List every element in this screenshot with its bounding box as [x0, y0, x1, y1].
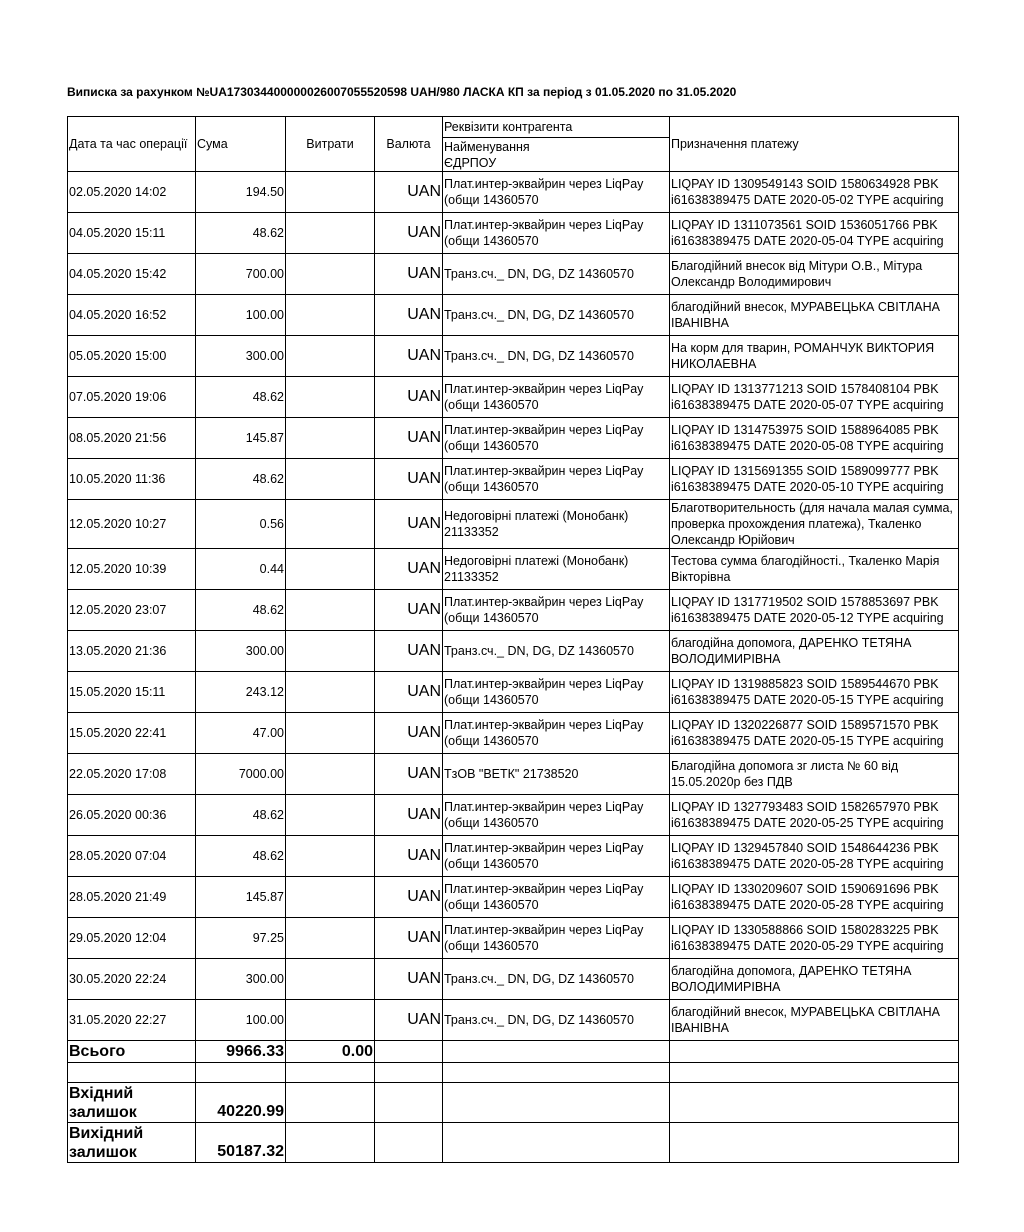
cell-date: 10.05.2020 11:36	[68, 459, 196, 500]
totals-row	[68, 1041, 959, 1063]
cell-amount: 0.56	[196, 500, 286, 549]
cell-expense	[286, 549, 375, 590]
cell-amount: 300.00	[196, 959, 286, 1000]
cell-date: 07.05.2020 19:06	[68, 377, 196, 418]
cell-counterparty: Плат.интер-эквайрин через LiqPay (общи 14360570	[443, 836, 670, 877]
cell-purpose: Благодійний внесок від Мітури О.В., Мітура Олександр Володимирович	[670, 254, 959, 295]
header-expense: Витрати	[286, 117, 375, 172]
table-row	[68, 959, 959, 1000]
cell-date: 31.05.2020 22:27	[68, 1000, 196, 1041]
cell-amount: 145.87	[196, 418, 286, 459]
table-row	[68, 172, 959, 213]
table-row	[68, 254, 959, 295]
empty-cell	[670, 1123, 959, 1163]
cell-purpose: LIQPAY ID 1319885823 SOID 1589544670 PBK i61638389475 DATE 2020-05-15 TYPE acquiring	[670, 672, 959, 713]
closing-balance-label: Вихідний залишок	[68, 1123, 196, 1163]
header-amount: Сума	[196, 117, 286, 172]
cell-currency: UAN	[375, 418, 443, 459]
cell-date: 08.05.2020 21:56	[68, 418, 196, 459]
opening-balance-row	[68, 1083, 959, 1123]
cell-date: 02.05.2020 14:02	[68, 172, 196, 213]
cell-date: 28.05.2020 07:04	[68, 836, 196, 877]
table-row	[68, 549, 959, 590]
cell-counterparty: Транз.сч._ DN, DG, DZ 14360570	[443, 959, 670, 1000]
empty-cell	[443, 1041, 670, 1063]
cell-currency: UAN	[375, 295, 443, 336]
header-counterparty: Реквізити контрагента	[443, 117, 670, 138]
statement-title: Виписка за рахунком №UA173034400000026007055520598 UAH/980 ЛАСКА КП за період з 01.05.2020 по 31.05.2020	[67, 85, 737, 99]
empty-cell	[375, 1041, 443, 1063]
cell-purpose: Благодійна допомога зг листа № 60 від 15.05.2020р без ПДВ	[670, 754, 959, 795]
header-name: Найменування	[444, 139, 530, 154]
cell-expense	[286, 713, 375, 754]
cell-currency: UAN	[375, 172, 443, 213]
cell-purpose: LIQPAY ID 1327793483 SOID 1582657970 PBK i61638389475 DATE 2020-05-25 TYPE acquiring	[670, 795, 959, 836]
cell-date: 04.05.2020 16:52	[68, 295, 196, 336]
cell-purpose: LIQPAY ID 1313771213 SOID 1578408104 PBK i61638389475 DATE 2020-05-07 TYPE acquiring	[670, 377, 959, 418]
header-edrpou: ЄДРПОУ	[444, 155, 497, 170]
cell-date: 12.05.2020 10:39	[68, 549, 196, 590]
cell-purpose: Тестова сумма благодійності., Ткаленко Марія Вікторівна	[670, 549, 959, 590]
cell-expense	[286, 959, 375, 1000]
cell-amount: 243.12	[196, 672, 286, 713]
table-row	[68, 631, 959, 672]
cell-expense	[286, 377, 375, 418]
cell-amount: 97.25	[196, 918, 286, 959]
cell-amount: 48.62	[196, 836, 286, 877]
blank-row	[68, 1063, 959, 1083]
cell-date: 30.05.2020 22:24	[68, 959, 196, 1000]
cell-purpose: LIQPAY ID 1329457840 SOID 1548644236 PBK i61638389475 DATE 2020-05-28 TYPE acquiring	[670, 836, 959, 877]
cell-expense	[286, 459, 375, 500]
empty-cell	[443, 1123, 670, 1163]
cell-amount: 47.00	[196, 713, 286, 754]
cell-purpose: LIQPAY ID 1330588866 SOID 1580283225 PBK i61638389475 DATE 2020-05-29 TYPE acquiring	[670, 918, 959, 959]
header-purpose: Призначення платежу	[670, 117, 959, 172]
cell-currency: UAN	[375, 672, 443, 713]
opening-balance-label: Вхідний залишок	[68, 1083, 196, 1123]
cell-amount: 194.50	[196, 172, 286, 213]
cell-counterparty: Плат.интер-эквайрин через LiqPay (общи 14360570	[443, 672, 670, 713]
cell-purpose: LIQPAY ID 1317719502 SOID 1578853697 PBK i61638389475 DATE 2020-05-12 TYPE acquiring	[670, 590, 959, 631]
empty-cell	[375, 1083, 443, 1123]
empty-cell	[375, 1063, 443, 1083]
cell-currency: UAN	[375, 877, 443, 918]
cell-expense	[286, 836, 375, 877]
table-row	[68, 918, 959, 959]
cell-currency: UAN	[375, 959, 443, 1000]
cell-amount: 48.62	[196, 590, 286, 631]
cell-date: 15.05.2020 15:11	[68, 672, 196, 713]
cell-date: 04.05.2020 15:42	[68, 254, 196, 295]
table-row	[68, 213, 959, 254]
table-row	[68, 500, 959, 549]
table-row	[68, 418, 959, 459]
table-row	[68, 377, 959, 418]
cell-purpose: На корм для тварин, РОМАНЧУК ВИКТОРИЯ НИКОЛАЕВНА	[670, 336, 959, 377]
closing-balance-row	[68, 1123, 959, 1163]
cell-counterparty: Транз.сч._ DN, DG, DZ 14360570	[443, 631, 670, 672]
table-row	[68, 295, 959, 336]
cell-counterparty: Плат.интер-эквайрин через LiqPay (общи 14360570	[443, 713, 670, 754]
cell-expense	[286, 295, 375, 336]
cell-expense	[286, 172, 375, 213]
cell-currency: UAN	[375, 795, 443, 836]
table-row	[68, 459, 959, 500]
cell-counterparty: Плат.интер-эквайрин через LiqPay (общи 14360570	[443, 590, 670, 631]
cell-amount: 100.00	[196, 1000, 286, 1041]
cell-currency: UAN	[375, 713, 443, 754]
table-row	[68, 754, 959, 795]
cell-counterparty: Недоговірні платежі (Монобанк) 21133352	[443, 500, 670, 549]
empty-cell	[286, 1123, 375, 1163]
cell-counterparty: Транз.сч._ DN, DG, DZ 14360570	[443, 254, 670, 295]
cell-counterparty: Транз.сч._ DN, DG, DZ 14360570	[443, 1000, 670, 1041]
cell-expense	[286, 500, 375, 549]
cell-purpose: LIQPAY ID 1315691355 SOID 1589099777 PBK i61638389475 DATE 2020-05-10 TYPE acquiring	[670, 459, 959, 500]
cell-date: 22.05.2020 17:08	[68, 754, 196, 795]
cell-expense	[286, 631, 375, 672]
empty-cell	[443, 1063, 670, 1083]
empty-cell	[670, 1041, 959, 1063]
totals-amount: 9966.33	[196, 1041, 286, 1063]
cell-date: 05.05.2020 15:00	[68, 336, 196, 377]
cell-amount: 145.87	[196, 877, 286, 918]
cell-expense	[286, 254, 375, 295]
cell-counterparty: Плат.интер-эквайрин через LiqPay (общи 14360570	[443, 459, 670, 500]
cell-amount: 48.62	[196, 213, 286, 254]
cell-expense	[286, 918, 375, 959]
cell-purpose: LIQPAY ID 1330209607 SOID 1590691696 PBK i61638389475 DATE 2020-05-28 TYPE acquiring	[670, 877, 959, 918]
cell-counterparty: Транз.сч._ DN, DG, DZ 14360570	[443, 295, 670, 336]
table-row	[68, 1000, 959, 1041]
table-row	[68, 877, 959, 918]
cell-counterparty: ТзОВ "ВЕТК" 21738520	[443, 754, 670, 795]
table-header-row	[68, 117, 959, 138]
cell-counterparty: Плат.интер-эквайрин через LiqPay (общи 14360570	[443, 172, 670, 213]
empty-cell	[196, 1063, 286, 1083]
cell-currency: UAN	[375, 836, 443, 877]
cell-currency: UAN	[375, 377, 443, 418]
cell-counterparty: Плат.интер-эквайрин через LiqPay (общи 14360570	[443, 795, 670, 836]
cell-purpose: LIQPAY ID 1314753975 SOID 1588964085 PBK i61638389475 DATE 2020-05-08 TYPE acquiring	[670, 418, 959, 459]
table-row	[68, 590, 959, 631]
cell-currency: UAN	[375, 754, 443, 795]
cell-date: 28.05.2020 21:49	[68, 877, 196, 918]
cell-currency: UAN	[375, 254, 443, 295]
cell-purpose: LIQPAY ID 1311073561 SOID 1536051766 PBK i61638389475 DATE 2020-05-04 TYPE acquiring	[670, 213, 959, 254]
cell-amount: 700.00	[196, 254, 286, 295]
cell-expense	[286, 877, 375, 918]
cell-amount: 100.00	[196, 295, 286, 336]
cell-purpose: LIQPAY ID 1309549143 SOID 1580634928 PBK i61638389475 DATE 2020-05-02 TYPE acquiring	[670, 172, 959, 213]
cell-date: 26.05.2020 00:36	[68, 795, 196, 836]
cell-expense	[286, 418, 375, 459]
cell-amount: 0.44	[196, 549, 286, 590]
cell-amount: 300.00	[196, 631, 286, 672]
table-row	[68, 795, 959, 836]
header-currency: Валюта	[375, 117, 443, 172]
totals-label: Всього	[68, 1041, 196, 1063]
cell-amount: 48.62	[196, 459, 286, 500]
cell-date: 12.05.2020 10:27	[68, 500, 196, 549]
empty-cell	[670, 1083, 959, 1123]
opening-balance-amount: 40220.99	[196, 1083, 286, 1123]
cell-amount: 48.62	[196, 795, 286, 836]
cell-purpose: LIQPAY ID 1320226877 SOID 1589571570 PBK i61638389475 DATE 2020-05-15 TYPE acquiring	[670, 713, 959, 754]
empty-cell	[375, 1123, 443, 1163]
cell-purpose: благодійна допомога, ДАРЕНКО ТЕТЯНА ВОЛОДИМИРІВНА	[670, 631, 959, 672]
cell-counterparty: Недоговірні платежі (Монобанк) 21133352	[443, 549, 670, 590]
cell-currency: UAN	[375, 918, 443, 959]
totals-expense: 0.00	[286, 1041, 375, 1063]
cell-date: 04.05.2020 15:11	[68, 213, 196, 254]
cell-expense	[286, 590, 375, 631]
header-name-edrpou	[443, 138, 670, 172]
empty-cell	[68, 1063, 196, 1083]
cell-date: 15.05.2020 22:41	[68, 713, 196, 754]
cell-counterparty: Плат.интер-эквайрин через LiqPay (общи 14360570	[443, 213, 670, 254]
cell-expense	[286, 1000, 375, 1041]
cell-purpose: благодійна допомога, ДАРЕНКО ТЕТЯНА ВОЛОДИМИРІВНА	[670, 959, 959, 1000]
cell-expense	[286, 754, 375, 795]
cell-amount: 7000.00	[196, 754, 286, 795]
cell-purpose: Благотворительность (для начала малая сумма, проверка прохождения платежа), Ткаленко Олександр Юрійович	[670, 500, 959, 549]
cell-currency: UAN	[375, 459, 443, 500]
cell-currency: UAN	[375, 500, 443, 549]
cell-date: 29.05.2020 12:04	[68, 918, 196, 959]
empty-cell	[286, 1083, 375, 1123]
cell-currency: UAN	[375, 549, 443, 590]
cell-purpose: благодійний внесок, МУРАВЕЦЬКА СВІТЛАНА ІВАНІВНА	[670, 1000, 959, 1041]
cell-counterparty: Плат.интер-эквайрин через LiqPay (общи 14360570	[443, 918, 670, 959]
cell-purpose: благодійний внесок, МУРАВЕЦЬКА СВІТЛАНА ІВАНІВНА	[670, 295, 959, 336]
cell-date: 12.05.2020 23:07	[68, 590, 196, 631]
cell-currency: UAN	[375, 213, 443, 254]
cell-currency: UAN	[375, 631, 443, 672]
header-datetime: Дата та час операції	[68, 117, 196, 172]
table-row	[68, 713, 959, 754]
closing-balance-amount: 50187.32	[196, 1123, 286, 1163]
empty-cell	[286, 1063, 375, 1083]
cell-currency: UAN	[375, 590, 443, 631]
cell-counterparty: Плат.интер-эквайрин через LiqPay (общи 14360570	[443, 877, 670, 918]
cell-amount: 48.62	[196, 377, 286, 418]
empty-cell	[670, 1063, 959, 1083]
cell-expense	[286, 672, 375, 713]
cell-currency: UAN	[375, 1000, 443, 1041]
cell-amount: 300.00	[196, 336, 286, 377]
cell-counterparty: Плат.интер-эквайрин через LiqPay (общи 14360570	[443, 377, 670, 418]
cell-currency: UAN	[375, 336, 443, 377]
cell-date: 13.05.2020 21:36	[68, 631, 196, 672]
empty-cell	[443, 1083, 670, 1123]
cell-expense	[286, 336, 375, 377]
cell-counterparty: Транз.сч._ DN, DG, DZ 14360570	[443, 336, 670, 377]
table-row	[68, 336, 959, 377]
cell-expense	[286, 795, 375, 836]
table-row	[68, 672, 959, 713]
cell-expense	[286, 213, 375, 254]
cell-counterparty: Плат.интер-эквайрин через LiqPay (общи 14360570	[443, 418, 670, 459]
statement-table	[67, 116, 959, 1163]
table-row	[68, 836, 959, 877]
